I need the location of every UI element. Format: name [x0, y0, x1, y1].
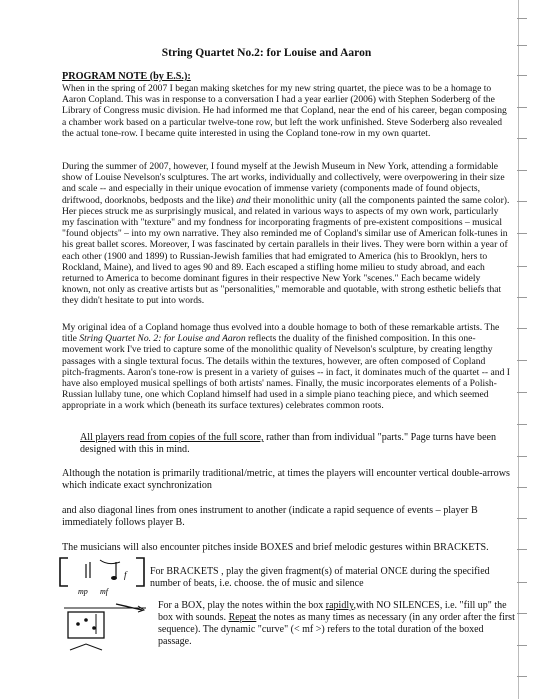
- margin-tick: [517, 138, 527, 139]
- margin-tick: [517, 18, 527, 19]
- performance-note-brackets: For BRACKETS , play the given fragment(s) of material ONCE during the specified number of beats, i.e. choose. the of music and silence: [150, 566, 490, 589]
- box-note-text-b: ,with NO SILENCES, i.e. "fill up" the box with sounds.: [158, 600, 507, 623]
- paragraph-3-work-title: String Quartet No. 2: for Louise and Aaron: [79, 333, 246, 345]
- paragraph-2-emphasis: and: [236, 194, 251, 206]
- margin-tick: [517, 456, 527, 457]
- margin-tick: [517, 75, 527, 76]
- performance-note-score-underlined: All players read from copies of the full score,: [80, 432, 264, 443]
- margin-tick: [517, 45, 527, 46]
- margin-tick: [517, 518, 527, 519]
- box-notation-sketch: [56, 600, 152, 662]
- bracket-dynamic-mf: mf: [100, 587, 108, 596]
- margin-tick: [517, 645, 527, 646]
- bracket-dynamic-f: f: [124, 570, 127, 580]
- box-note-text-a: For a BOX, play the notes within the box: [158, 600, 326, 611]
- margin-tick: [517, 582, 527, 583]
- performance-note-boxes-brackets: The musicians will also encounter pitches inside BOXES and brief melodic gestures within BRACKETS.: [62, 542, 489, 553]
- margin-tick: [517, 233, 527, 234]
- performance-note-arrows: Although the notation is primarily traditional/metric, at times the players will encounter vertical double-arrows which indicate exact synchronization: [62, 468, 510, 492]
- paragraph-3-text-a: My original idea of a Copland homage thus evolved into a double homage to both of these remarkable artists. The title: [62, 322, 500, 345]
- margin-tick: [517, 107, 527, 108]
- margin-tick: [517, 360, 527, 361]
- box-note-repeat: Repeat: [228, 612, 257, 623]
- paragraph-2-text-b: their monolithic unity (all the components painted the same color). Her pieces struck me as surprisingly musical, and related in various ways to aspects of my own work, particularly my fascination with "texture" and my fondness for incorporating fragments of pre-existent compositions – musical "found objects" – into my own narrative. They also reminded me of Copland's similar use of American folk-tunes in his great ballet scores. Moreover, I was fascinated by certain parallels in their lives. They were born within a year of each other (1900 and 1899) to Russian-Jewish families that had emigrated to America (his to Brooklyn, hers to Rockland, Maine), and lived to ages 90 and 89. Each escaped a stifling home milieu to study abroad, and each returned to America to become dominant figures in their respective New York "scenes." Each became widely known, not only as creative artists but as "personalities," memorable and quotable, with strong esthetic beliefs that they didn't hesitate to put into words.: [62, 194, 510, 307]
- program-note-paragraph-1: When in the spring of 2007 I began making sketches for my new string quartet, the piece was to be a homage to Aaron Copland. This was in response to a conversation I had a year earlier (2006) with Stephen Soderberg of the Library of Congress music division. He had informed me that Copland, near the end of his career, began composing a chamber work based on a particular twelve-tone row, but left the work unfinished. Steve Soderberg also revealed the actual tone-row. I became quite interested in using the Copland tone-row in my own quartet.: [62, 83, 507, 139]
- bracket-notation-sketch: [56, 556, 148, 596]
- bracket-dynamic-mp: mp: [78, 587, 88, 596]
- margin-tick: [517, 297, 527, 298]
- margin-tick: [517, 201, 527, 202]
- program-note-heading: PROGRAM NOTE (by E.S.):: [62, 71, 191, 82]
- margin-tick: [517, 328, 527, 329]
- box-note-curve: < mf >: [293, 624, 322, 635]
- performance-note-score-rest: rather than from individual "parts." Page turns have been designed with this in mind.: [80, 432, 497, 456]
- paragraph-2-text-a: During the summer of 2007, however, I found myself at the Jewish Museum in New York, attending a formidable show of Louise Nevelson's sculptures. The art works, individually and collectively, were overpowering in their size and scale -- and especially in their unique evocation of immense variety (components made of found objects, driftwood, doorknobs, bedposts and the like): [62, 161, 505, 206]
- margin-tick: [517, 613, 527, 614]
- margin-tick: [517, 676, 527, 677]
- margin-tick: [517, 424, 527, 425]
- margin-rule: [518, 0, 519, 699]
- margin-tick: [517, 392, 527, 393]
- performance-note-box: [158, 600, 518, 648]
- box-note-text-d: ) refers to the total duration of the boxed passage.: [158, 624, 484, 647]
- performance-note-diagonal: and also diagonal lines from ones instrument to another (indicate a rapid sequence of events – player B immediately follows player B.: [62, 505, 478, 529]
- paragraph-3-text-b: reflects the duality of the finished composition. In this one-movement work I've tried to capture some of the monolithic quality of Nevelson's sculpture, by creating lengthy passages with a single textural focus. The details within the textures, however, are often composed of Copland pitch-fragments. Aaron's tone-row is present in a variety of guises -- in fact, it dominates much of the quartet -- and I have also employed musical spellings of both artists' names. Finally, the music incorporates elements of a Polish-Russian lullaby tune, one which Copland himself had used in a simple piano teaching piece, and which seemed appropriate in a work which (beneath its surface textures) celebrates common roots.: [62, 333, 510, 412]
- margin-tick: [517, 549, 527, 550]
- program-note-paragraph-3: [62, 322, 510, 412]
- margin-tick: [517, 170, 527, 171]
- box-note-text-c: the notes as many times as necessary (in any order after the first sequence). The dynamic "curve" (: [158, 612, 515, 635]
- margin-tick: [517, 487, 527, 488]
- program-note-paragraph-2: [62, 161, 510, 307]
- box-note-rapidly: rapidly: [325, 600, 354, 611]
- performance-note-score: [80, 432, 512, 456]
- margin-tick: [517, 266, 527, 267]
- page-title: String Quartet No.2: for Louise and Aaron: [161, 47, 372, 59]
- margin-scan-marks: [503, 0, 533, 699]
